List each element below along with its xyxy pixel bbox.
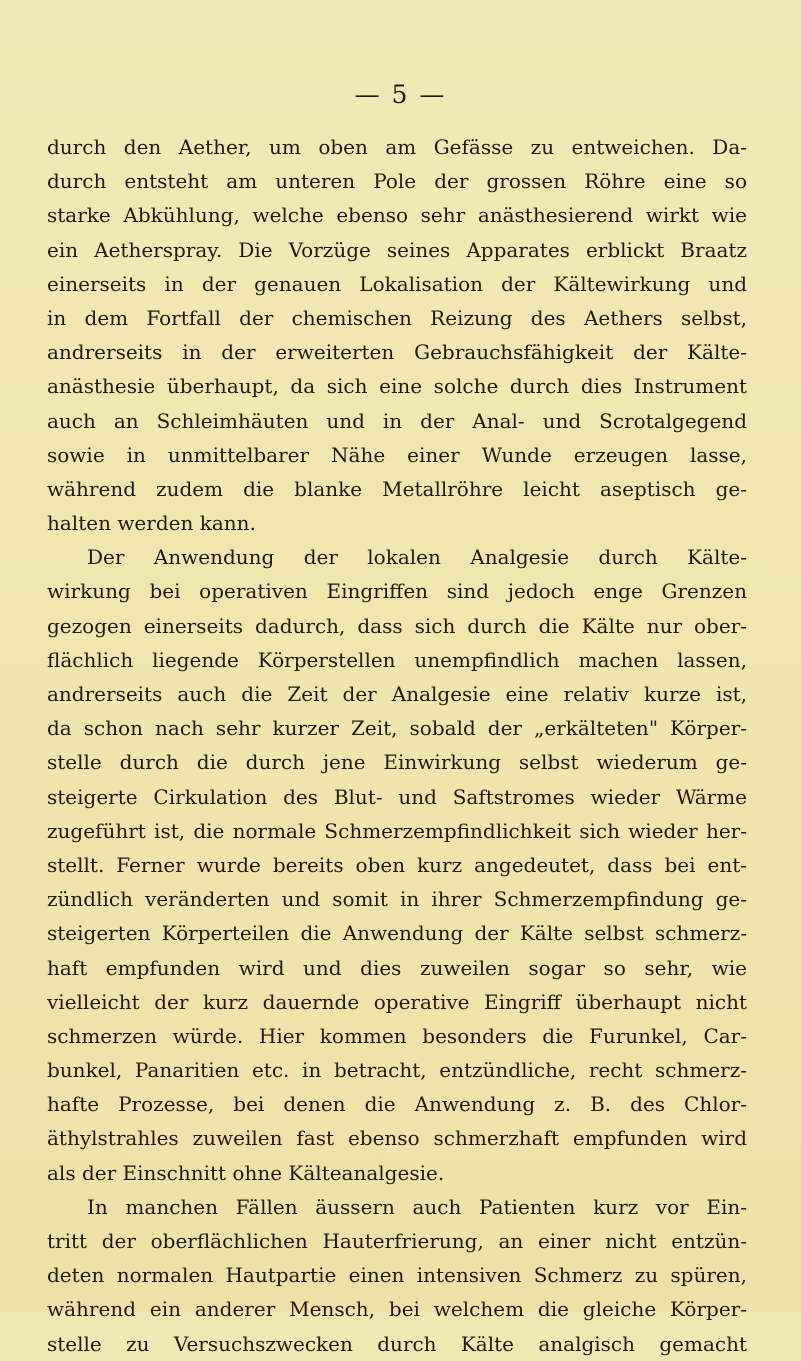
- text-line: gezogen einerseits dadurch, dass sich durch die Kälte nur ober-: [47, 613, 747, 638]
- text-line: flächlich liegende Körperstellen unempfindlich machen lassen,: [47, 647, 747, 672]
- text-line: zugeführt ist, die normale Schmerzempfindlichkeit sich wieder her-: [47, 818, 747, 843]
- text-line: haft empfunden wird und dies zuweilen sogar so sehr, wie: [47, 955, 747, 980]
- text-line: stelle durch die durch jene Einwirkung selbst wiederum ge-: [47, 750, 747, 775]
- text-line: bunkel, Panaritien etc. in betracht, entzündliche, recht schmerz-: [47, 1058, 747, 1083]
- text-line: andrerseits auch die Zeit der Analgesie eine relativ kurze ist,: [47, 682, 747, 706]
- text-line: stellt. Ferner wurde bereits oben kurz angedeutet, dass bei ent-: [47, 852, 747, 877]
- text-line: hafte Prozesse, bei denen die Anwendung z. B. des Chlor-: [47, 1092, 747, 1117]
- text-line: in dem Fortfall der chemischen Reizung des Aethers selbst,: [47, 305, 747, 330]
- text-line: auch an Schleimhäuten und in der Anal- und Scrotalgegend: [47, 408, 747, 433]
- text-line: durch entsteht am unteren Pole der grossen Röhre eine so: [47, 169, 747, 194]
- text-line: vielleicht der kurz dauernde operative Eingriff überhaupt nicht: [47, 989, 747, 1014]
- text-line: ein Aetherspray. Die Vorzüge seines Apparates erblickt Braatz: [47, 237, 747, 262]
- text-line: sowie in unmittelbarer Nähe einer Wunde erzeugen lasse,: [47, 442, 747, 467]
- page-number: — 5 —: [354, 80, 447, 109]
- text-line: deten normalen Hautpartie einen intensiven Schmerz zu spüren,: [47, 1263, 747, 1288]
- text-line: starke Abkühlung, welche ebenso sehr anästhesierend wirkt wie: [47, 203, 747, 228]
- body-text: [47, 130, 747, 1361]
- text-line: während zudem die blanke Metallröhre leicht aseptisch ge-: [47, 476, 747, 501]
- text-line: halten werden kann.: [47, 511, 256, 536]
- text-line: als der Einschnitt ohne Kälteanalgesie.: [47, 1160, 445, 1185]
- text-line: während ein anderer Mensch, bei welchem die gleiche Körper-: [47, 1297, 747, 1322]
- text-line: andrerseits in der erweiterten Gebrauchsfähigkeit der Kälte-: [47, 340, 747, 365]
- text-line: In manchen Fällen äussern auch Patienten kurz vor Ein-: [87, 1194, 747, 1219]
- text-line: steigerte Cirkulation des Blut- und Saftstromes wieder Wärme: [47, 784, 747, 809]
- text-line: stelle zu Versuchszwecken durch Kälte analgisch gemacht: [47, 1331, 747, 1356]
- text-line: da schon nach sehr kurzer Zeit, sobald der „erkälteten" Körper-: [47, 716, 747, 741]
- text-line: schmerzen würde. Hier kommen besonders die Furunkel, Car-: [47, 1023, 747, 1048]
- text-line: durch den Aether, um oben am Gefässe zu entweichen. Da-: [47, 135, 747, 159]
- text-line: einerseits in der genauen Lokalisation der Kältewirkung und: [47, 271, 747, 296]
- text-line: wirkung bei operativen Eingriffen sind jedoch enge Grenzen: [47, 579, 747, 604]
- text-line: steigerten Körperteilen die Anwendung der Kälte selbst schmerz-: [47, 921, 747, 946]
- text-line: zündlich veränderten und somit in ihrer Schmerzempfindung ge-: [47, 887, 747, 912]
- text-line: Der Anwendung der lokalen Analgesie durch Kälte-: [87, 545, 747, 570]
- text-line: äthylstrahles zuweilen fast ebenso schmerzhaft empfunden wird: [47, 1126, 747, 1151]
- text-line: anästhesie überhaupt, da sich eine solche durch dies Instrument: [47, 374, 747, 399]
- text-line: tritt der oberflächlichen Hauterfrierung, an einer nicht entzün-: [47, 1229, 747, 1253]
